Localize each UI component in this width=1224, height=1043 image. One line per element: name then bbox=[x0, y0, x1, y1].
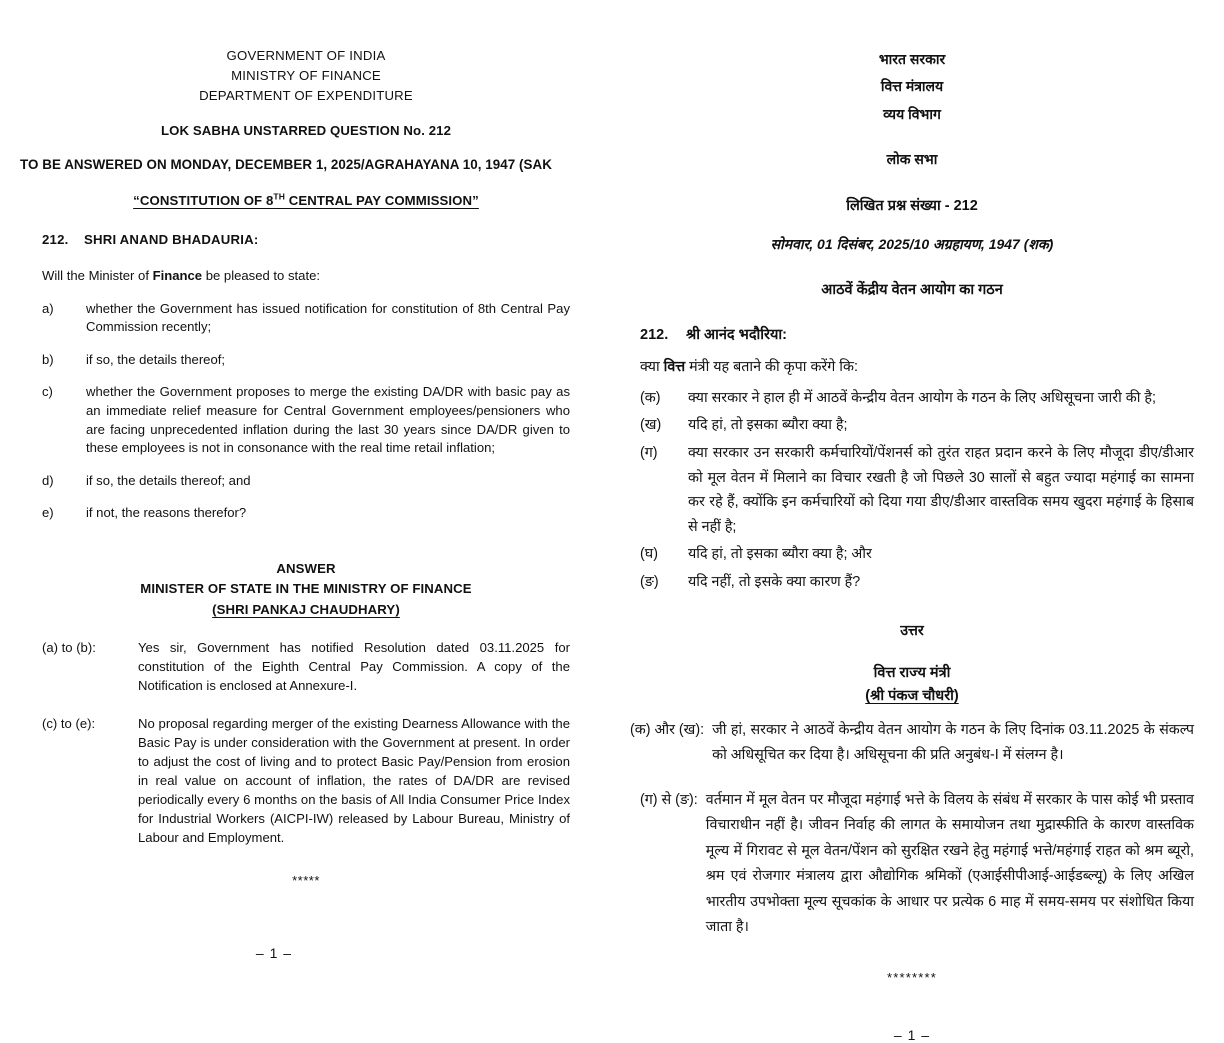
part-text-hi: क्या सरकार ने हाल ही में आठवें केन्द्रीय वेतन आयोग के गठन के लिए अधिसूचना जारी की है; bbox=[688, 389, 1156, 406]
list-item bbox=[640, 386, 1194, 411]
part-label-hi: (ङ) bbox=[640, 573, 659, 590]
list-item bbox=[640, 441, 1194, 539]
intro-ministry: Finance bbox=[152, 267, 203, 283]
part-text-hi: यदि हां, तो इसका ब्यौरा क्या है; bbox=[688, 417, 848, 434]
answer-designation: MINISTER OF STATE IN THE MINISTRY OF FINANCE bbox=[140, 581, 472, 597]
answer-minister-name-hi: (श्री पंकज चौधरी) bbox=[865, 687, 959, 704]
part-label: c) bbox=[42, 384, 53, 400]
department-line: DEPARTMENT OF EXPENDITURE bbox=[199, 88, 413, 104]
list-item bbox=[42, 300, 570, 337]
list-item bbox=[42, 351, 570, 370]
part-label-hi: (क) bbox=[640, 389, 661, 406]
member-name-hi: श्री आनंद भदौरिया: bbox=[686, 326, 787, 343]
part-label: a) bbox=[42, 300, 54, 316]
part-text: whether the Government has issued notification for constitution of 8th Central Pay Commission recently; bbox=[86, 300, 570, 335]
list-item bbox=[640, 413, 1194, 438]
answer-date-line: TO BE ANSWERED ON MONDAY, DECEMBER 1, 2025/AGRAHAYANA 10, 1947 (SAK bbox=[20, 157, 552, 173]
answer-row bbox=[42, 638, 570, 695]
part-label-hi: (ख) bbox=[640, 417, 662, 434]
question-intro bbox=[42, 268, 570, 283]
list-item bbox=[640, 570, 1194, 595]
english-page-number: – 1 – bbox=[255, 945, 293, 962]
part-text: if so, the details thereof; and bbox=[86, 472, 251, 488]
subject-ordinal-suffix: TH bbox=[273, 191, 285, 202]
hindi-end-mark: ******** bbox=[886, 970, 938, 986]
answer-date-line-hi: सोमवार, 01 दिसंबर, 2025/10 अग्रहायण, 1947 (शक) bbox=[770, 235, 1054, 252]
question-number-line: UNSTARRED QUESTION No. 212 bbox=[243, 123, 452, 139]
part-label: d) bbox=[42, 472, 54, 488]
answer-row bbox=[42, 714, 570, 848]
part-text: if so, the details thereof; bbox=[86, 351, 226, 367]
ministry-line: MINISTRY OF FINANCE bbox=[231, 68, 381, 84]
answer-row-text-hi: वर्तमान में मूल वेतन पर मौजूदा महंगाई भत्ते के विलय के संबंध में सरकार के पास कोई भी प्रस्ताव विचाराधीन नहीं है। जीवन निर्वाह की लागत के समायोजन तथा मुद्रास्फीति के कारण वास्तविक मूल्य में गिरावट से मूल वेतन/पेंशन को सुरक्षित रखने हेतु महंगाई भत्ते/महंगाई राहत को श्रम ब्यूरो, श्रम एवं रोजगार मंत्रालय द्वारा औद्योगिक श्रमिकों (एआईसीपीआई-आईडब्ल्यू) के लिए अखिल भारतीय उपभोक्ता मूल्य सूचकांक के आधार पर प्रत्येक 6 माह में समय-समय पर संशोधित किया जाता है। bbox=[705, 791, 1194, 935]
government-line: GOVERNMENT OF INDIA bbox=[226, 48, 386, 63]
part-text: whether the Government proposes to merge the existing DA/DR with basic pay as an immediate relief measure for Central Government employees/pensioners who are facing unprecedented inflation during the last 30 years since DA/DR given to these employees is not in consonance with the real time retail inflation; bbox=[86, 384, 570, 456]
ministry-line-hi: वित्त मंत्रालय bbox=[880, 78, 944, 95]
question-intro-hi bbox=[630, 357, 1194, 376]
answer-heading-hi: उत्तर bbox=[900, 622, 924, 639]
answer-row-label: (c) to (e): bbox=[42, 715, 96, 731]
intro-after-hi: मंत्री यह बताने की कृपा करेंगे कि: bbox=[685, 358, 858, 375]
intro-ministry-hi: वित्त bbox=[663, 358, 686, 375]
english-end-mark: ***** bbox=[292, 873, 320, 889]
list-item bbox=[42, 504, 570, 523]
subject-suffix: CENTRAL PAY COMMISSION” bbox=[284, 192, 479, 208]
hindi-answer-minister-block bbox=[630, 662, 1194, 708]
house-name-hi: लोक सभा bbox=[886, 150, 938, 167]
english-answer-header bbox=[42, 559, 570, 620]
intro-before-hi: क्या bbox=[640, 358, 664, 375]
house-name: LOK SABHA bbox=[160, 123, 240, 139]
part-text: if not, the reasons therefor? bbox=[86, 505, 247, 521]
list-item bbox=[42, 472, 570, 491]
part-label-hi: (ग) bbox=[640, 445, 658, 462]
member-line bbox=[42, 232, 570, 247]
answer-row-label-hi: (ग) से (ङ): bbox=[640, 791, 698, 808]
member-name: SHRI ANAND BHADAURIA: bbox=[84, 231, 259, 247]
part-label-hi: (घ) bbox=[640, 546, 658, 563]
answer-row-text-hi: जी हां, सरकार ने आठवें केन्द्रीय वेतन आयोग के गठन के लिए दिनांक 03.11.2025 के संकल्प को अधिसूचित कर दिया है। अधिसूचना की प्रति अनुबंध-I में संलग्न है। bbox=[712, 721, 1194, 764]
hindi-page bbox=[612, 0, 1224, 1043]
answer-row-hi bbox=[630, 718, 1194, 769]
part-text-hi: यदि हां, तो इसका ब्यौरा क्या है; और bbox=[688, 546, 872, 563]
english-question-parts bbox=[42, 300, 570, 523]
english-header-block bbox=[42, 46, 570, 106]
subject-title bbox=[42, 191, 570, 207]
answer-row-text: No proposal regarding merger of the existing Dearness Allowance with the Basic Pay is under consideration with the Government at present. In order to adjust the cost of living and to protect Basic Pay/Pension from erosion in real value on account of inflation, the rates of DA/DR are revised periodically every 6 months on the basis of All India Consumer Price Index for Industrial Workers (AICPI-IW) released by Labour Bureau, Ministry of Labour and Employment. bbox=[138, 715, 570, 846]
part-label: e) bbox=[42, 505, 54, 521]
hindi-header-block bbox=[630, 46, 1194, 128]
list-item bbox=[640, 542, 1194, 567]
list-item bbox=[42, 383, 570, 457]
part-text-hi: यदि नहीं, तो इसके क्या कारण हैं? bbox=[688, 573, 861, 590]
intro-after: be pleased to state: bbox=[202, 267, 321, 283]
government-line-hi: भारत सरकार bbox=[878, 51, 946, 67]
answer-row-label-hi: (क) और (ख): bbox=[630, 721, 705, 738]
english-house-block bbox=[42, 121, 570, 141]
answer-row-label: (a) to (b): bbox=[42, 640, 96, 656]
answer-row-hi bbox=[630, 788, 1194, 941]
member-question-number: 212. bbox=[42, 231, 69, 247]
department-line-hi: व्यय विभाग bbox=[883, 105, 941, 122]
subject-prefix: “CONSTITUTION OF 8 bbox=[133, 192, 274, 208]
answer-heading: ANSWER bbox=[276, 560, 336, 576]
member-line-hi bbox=[630, 324, 1194, 344]
answer-minister-name: (SHRI PANKAJ CHAUDHARY) bbox=[212, 601, 400, 617]
answer-row-text: Yes sir, Government has notified Resolution dated 03.11.2025 for constitution of the Eighth Central Pay Commission. A copy of the Notification is enclosed at Annexure-I. bbox=[138, 640, 570, 694]
hindi-question-parts bbox=[630, 386, 1194, 595]
subject-title-hi: आठवें केंद्रीय वेतन आयोग का गठन bbox=[821, 281, 1003, 298]
intro-before: Will the Minister of bbox=[42, 267, 153, 283]
hindi-page-number: – 1 – bbox=[893, 1027, 931, 1043]
part-text-hi: क्या सरकार उन सरकारी कर्मचारियों/पेंशनर्स को तुरंत राहत प्रदान करने के लिए मौजूदा डीए/डीआर को मूल वेतन में मिलाने का विचार रखती है जो पिछले 30 सालों से बहुत ज्यादा महंगाई का सामना कर रहे हैं, क्योंकि इन कर्मचारियों को दिया गया डीए/डीआर वास्तविक समय खुदरा महंगाई के हिसाब से नहीं है; bbox=[688, 445, 1194, 535]
answer-designation-hi: वित्त राज्य मंत्री bbox=[873, 664, 951, 681]
member-question-number-hi: 212. bbox=[640, 326, 669, 343]
english-page bbox=[0, 0, 612, 1000]
part-label: b) bbox=[42, 351, 54, 367]
question-number-line-hi: लिखित प्रश्न संख्या - 212 bbox=[846, 197, 978, 214]
